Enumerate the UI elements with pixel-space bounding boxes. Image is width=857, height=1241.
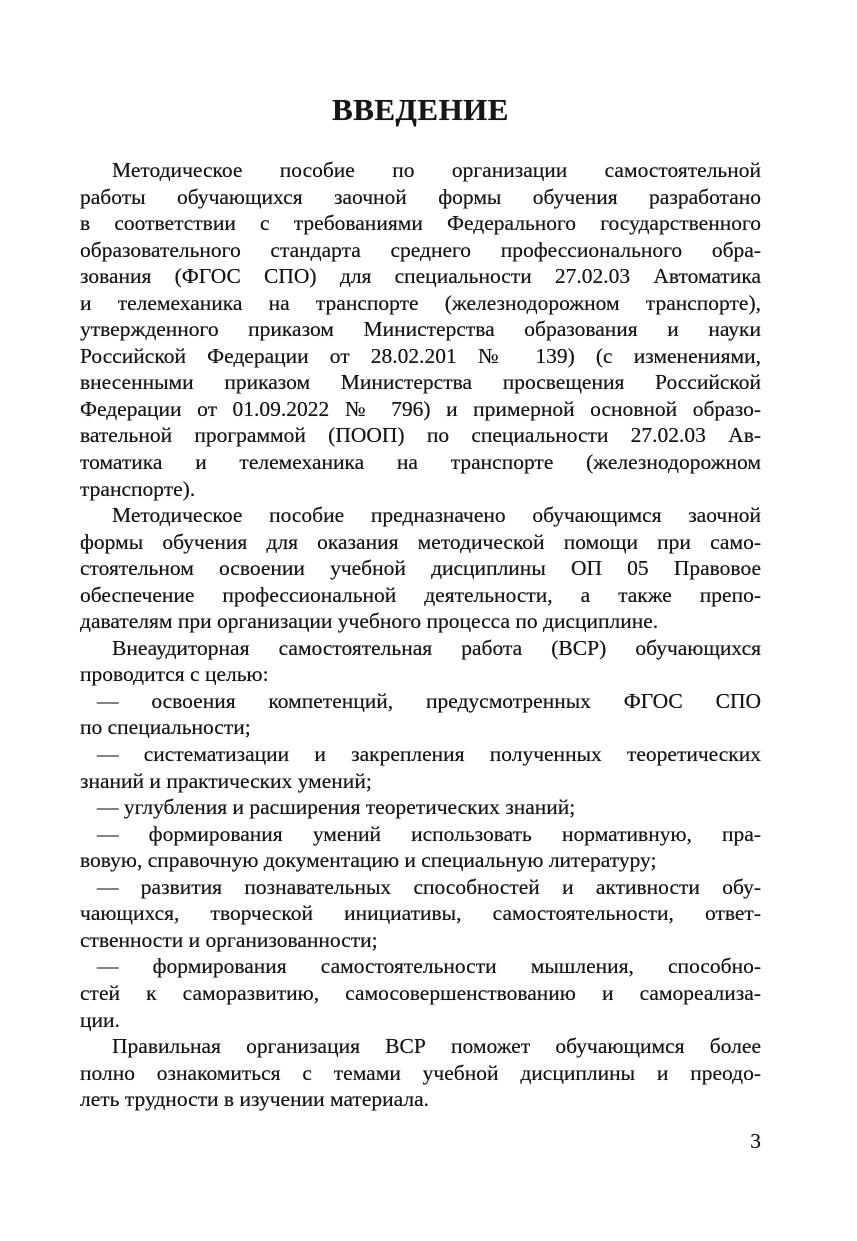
text-line: Федерации от 01.09.2022 № 796) и примерной основной образо- [80, 396, 761, 421]
text-line: работы обучающихся заочной формы обучения разработано [80, 184, 761, 209]
text-line: Российской Федерации от 28.02.201 № 139) (с изменениями, [80, 343, 761, 368]
page-number: 3 [750, 1129, 761, 1153]
paragraph [80, 1033, 761, 1113]
body-text [80, 157, 761, 1113]
list-item-paragraph [80, 688, 761, 741]
text-line: зования (ФГОС СПО) для специальности 27.02.03 Автоматика [80, 264, 761, 289]
list-item-paragraph [80, 874, 761, 954]
text-line: знаний и практических умений; [80, 768, 372, 793]
text-line: стоятельном освоении учебной дисциплины ОП 05 Правовое [80, 556, 761, 581]
text-line: — формирования умений использовать нормативную, пра- [97, 821, 761, 846]
text-line: ственности и организованности; [80, 927, 378, 952]
paragraph [80, 157, 761, 502]
text-line: проводится с целью: [80, 662, 269, 687]
text-line: ции. [80, 1007, 120, 1032]
text-line: Методическое пособие предназначено обучающимся заочной [112, 503, 761, 528]
text-line: обеспечение профессиональной деятельности, а также препо- [80, 582, 761, 607]
text-line: и телемеханика на транспорте (железнодорожном транспорте), [80, 290, 761, 315]
text-line: образовательного стандарта среднего профессионального обра- [80, 237, 761, 262]
text-line: — освоения компетенций, предусмотренных ФГОС СПО [97, 688, 761, 713]
text-line: в соответствии с требованиями Федерального государственного [80, 211, 761, 236]
paragraph [80, 635, 761, 688]
list-item-paragraph [80, 741, 761, 794]
text-line: полно ознакомиться с темами учебной дисциплины и преодо- [80, 1060, 761, 1085]
text-line: транспорте). [80, 476, 196, 501]
text-line: давателям при организации учебного процесса по дисциплине. [80, 609, 659, 634]
text-line: утвержденного приказом Министерства образования и науки [80, 317, 761, 342]
text-line: Внеаудиторная самостоятельная работа (ВСР) обучающихся [112, 635, 761, 660]
text-line: Правильная организация ВСР поможет обучающимся более [112, 1034, 761, 1059]
text-line: Методическое пособие по организации самостоятельной [112, 158, 761, 182]
text-line: — углубления и расширения теоретических знаний; [97, 795, 576, 820]
paragraph [80, 502, 761, 635]
text-line: томатика и телемеханика на транспорте (железнодорожном [80, 450, 761, 475]
text-line: внесенными приказом Министерства просвещения Российской [80, 370, 761, 395]
text-line: вательной программой (ПООП) по специальности 27.02.03 Ав- [80, 423, 761, 448]
text-line: формы обучения для оказания методической помощи при само- [80, 529, 761, 554]
list-item-paragraph [80, 794, 761, 821]
text-line: чающихся, творческой инициативы, самостоятельности, ответ- [80, 901, 761, 926]
text-line: — формирования самостоятельности мышления, способно- [97, 954, 761, 979]
text-line: вовую, справочную документацию и специальную литературу; [80, 848, 657, 873]
text-line: — развития познавательных способностей и активности обу- [97, 874, 761, 899]
text-line: стей к саморазвитию, самосовершенствованию и самореализа- [80, 980, 761, 1005]
list-item-paragraph [80, 953, 761, 1033]
text-line: леть трудности в изучении материала. [80, 1087, 430, 1112]
list-item-paragraph [80, 821, 761, 874]
text-line: по специальности; [80, 715, 251, 740]
page-title: ВВЕДЕНИЕ [332, 92, 509, 127]
text-line: — систематизации и закрепления полученных теоретических [97, 742, 761, 767]
